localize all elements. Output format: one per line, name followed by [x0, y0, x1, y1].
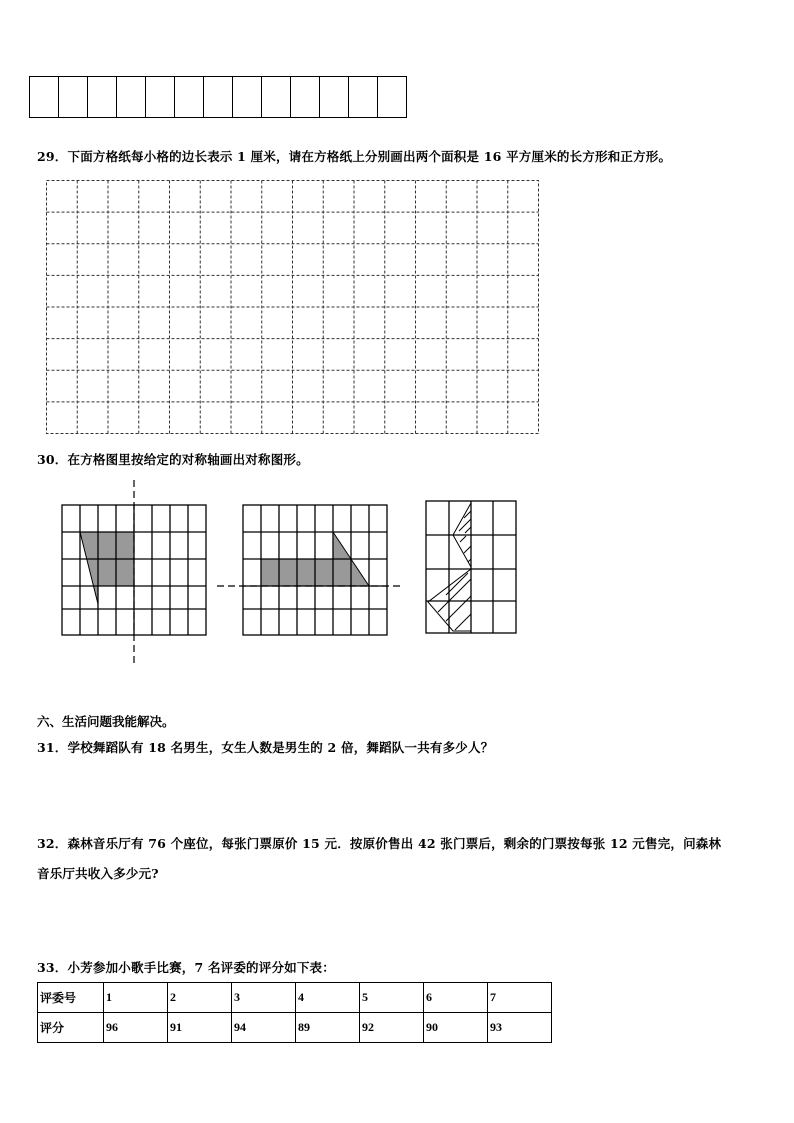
question-33: 33．小芳参加小歌手比赛，7 名评委的评分如下表： [37, 960, 335, 975]
shaded-shape-1 [80, 532, 134, 604]
question-32-line-2: 音乐厅共收入多少元? [37, 866, 159, 881]
score-cell: 96 [104, 1013, 168, 1043]
judge-number-cell: 6 [424, 983, 488, 1013]
question-29: 29．下面方格纸每小格的边长表示 1 厘米，请在方格纸上分别画出两个面积是 16 平方厘米的长方形和正方形。 [37, 149, 672, 164]
score-cell: 91 [168, 1013, 232, 1043]
score-cell: 92 [360, 1013, 424, 1043]
judge-number-cell: 7 [488, 983, 552, 1013]
answer-boxes [29, 76, 411, 120]
score-cell: 89 [296, 1013, 360, 1043]
judge-number-cell: 5 [360, 983, 424, 1013]
row-label-judge-number: 评委号 [38, 983, 104, 1013]
score-cell: 94 [232, 1013, 296, 1043]
score-cell: 90 [424, 1013, 488, 1043]
square-grid-paper[interactable] [44, 178, 544, 438]
table-row [38, 983, 552, 1013]
judge-number-cell: 1 [104, 983, 168, 1013]
section-6-title: 六、生活问题我能解决。 [37, 714, 175, 729]
question-30: 30．在方格图里按给定的对称轴画出对称图形。 [37, 452, 309, 467]
judge-number-cell: 3 [232, 983, 296, 1013]
row-label-score: 评分 [38, 1013, 104, 1043]
judge-number-cell: 2 [168, 983, 232, 1013]
symmetry-figure-2[interactable] [215, 500, 405, 640]
judge-number-cell: 4 [296, 983, 360, 1013]
score-table [37, 982, 552, 1043]
table-row [38, 1013, 552, 1043]
score-cell: 93 [488, 1013, 552, 1043]
question-32-line-1: 32．森林音乐厅有 76 个座位，每张门票原价 15 元．按原价售出 42 张门票后，剩余的门票按每张 12 元售完，问森林 [37, 836, 722, 851]
symmetry-figure-1[interactable] [55, 478, 215, 670]
symmetry-figure-3[interactable] [420, 496, 524, 641]
question-31: 31．学校舞蹈队有 18 名男生，女生人数是男生的 2 倍，舞蹈队一共有多少人？ [37, 740, 494, 755]
